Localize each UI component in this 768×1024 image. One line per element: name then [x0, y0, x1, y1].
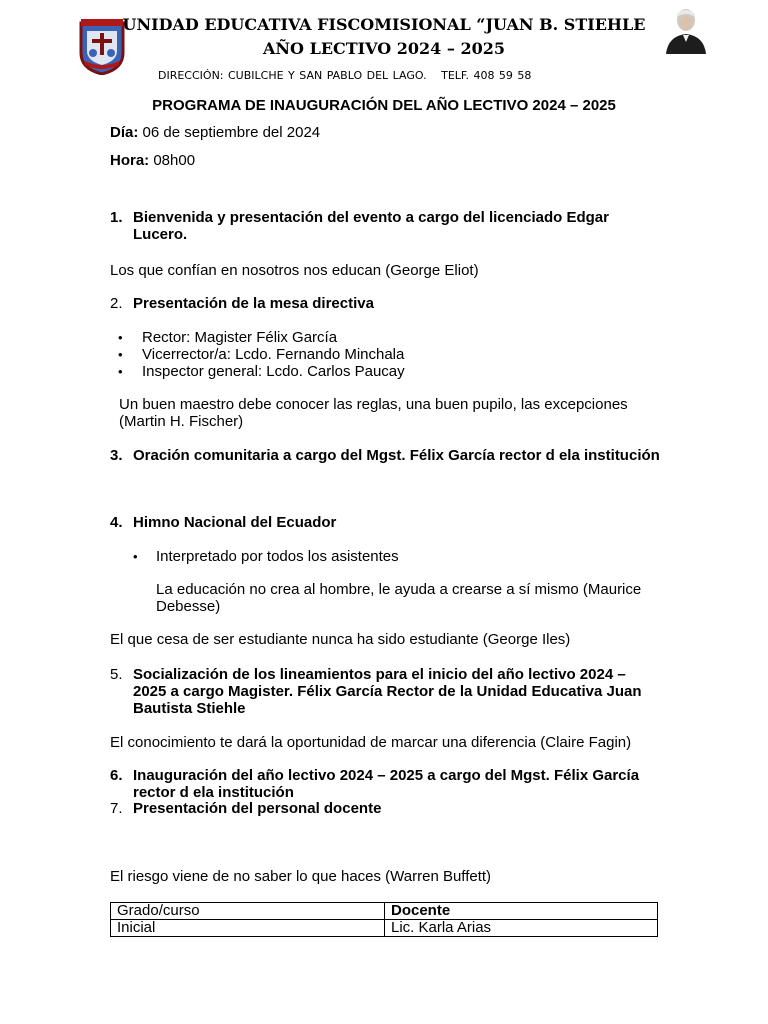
program-item: Presentación del personal docente — [133, 800, 382, 817]
program-item: Oración comunitaria a cargo del Mgst. Félix García rector d ela institución — [133, 447, 660, 464]
address-line — [158, 69, 531, 82]
table-header-row — [111, 903, 658, 920]
table-cell: Lic. Karla Arias — [385, 920, 658, 937]
quote: El riesgo viene de no saber lo que haces (Warren Buffett) — [110, 868, 492, 885]
table-header-cell: Grado/curso — [111, 903, 385, 920]
program-item: Presentación de la mesa directiva — [133, 295, 374, 312]
quote: Los que confían en nosotros nos educan (George Eliot) — [110, 262, 479, 279]
address-text: DIRECCIÓN: CUBILCHE Y SAN PABLO DEL LAGO. — [158, 69, 427, 82]
phone-text: TELF. 408 59 58 — [441, 69, 532, 82]
time-label: Hora: — [110, 152, 150, 169]
program-item: Bienvenida y presentación del evento a cargo del licenciado Edgar Lucero. — [133, 209, 609, 243]
quote: Un buen maestro debe conocer las reglas, una buen pupilo, las excepciones (Martin H. Fischer) — [119, 396, 628, 430]
day-label: Día: — [110, 124, 139, 141]
item-number: 4. — [110, 514, 123, 531]
day-line — [110, 124, 320, 141]
quote: El que cesa de ser estudiante nunca ha sido estudiante (George Iles) — [110, 631, 571, 648]
staff-table — [110, 902, 658, 937]
list-item: • Vicerrector/a: Lcdo. Fernando Minchala — [118, 346, 405, 363]
list-item: • Rector: Magister Félix García — [118, 329, 405, 346]
item-number: 2. — [110, 295, 123, 312]
table-cell: Inicial — [111, 920, 385, 937]
school-year-heading: AÑO LECTIVO 2024 – 2025 — [263, 39, 505, 58]
quote: La educación no crea al hombre, le ayuda a crearse a sí mismo (Maurice Debesse) — [156, 581, 642, 615]
item-number: 3. — [110, 447, 123, 464]
board-list — [118, 329, 405, 380]
program-item: Socialización de los lineamientos para el inicio del año lectivo 2024 – 2025 a cargo Magister. Félix García Rector de la Unidad Educativa Juan Bautista Stiehle — [133, 666, 642, 717]
quote: El conocimiento te dará la oportunidad de marcar una diferencia (Claire Fagin) — [110, 734, 632, 751]
program-item: Inauguración del año lectivo 2024 – 2025 a cargo del Mgst. Félix García rector d ela institución — [133, 767, 640, 801]
day-value: 06 de septiembre del 2024 — [142, 124, 321, 141]
item-number: 6. — [110, 767, 123, 784]
list-item: • Inspector general: Lcdo. Carlos Paucay — [118, 363, 405, 380]
item-number: 5. — [110, 666, 123, 683]
table-header-cell: Docente — [385, 903, 658, 920]
time-line — [110, 152, 195, 169]
item-number: 1. — [110, 209, 123, 226]
institution-name: UNIDAD EDUCATIVA FISCOMISIONAL “JUAN B. STIEHLE — [122, 15, 646, 34]
list-item: • Interpretado por todos los asistentes — [133, 548, 399, 565]
table-row — [111, 920, 658, 937]
item-number: 7. — [110, 800, 123, 817]
program-title: PROGRAMA DE INAUGURACIÓN DEL AÑO LECTIVO 2024 – 2025 — [152, 97, 616, 114]
time-value: 08h00 — [153, 152, 196, 169]
program-item: Himno Nacional del Ecuador — [133, 514, 337, 531]
